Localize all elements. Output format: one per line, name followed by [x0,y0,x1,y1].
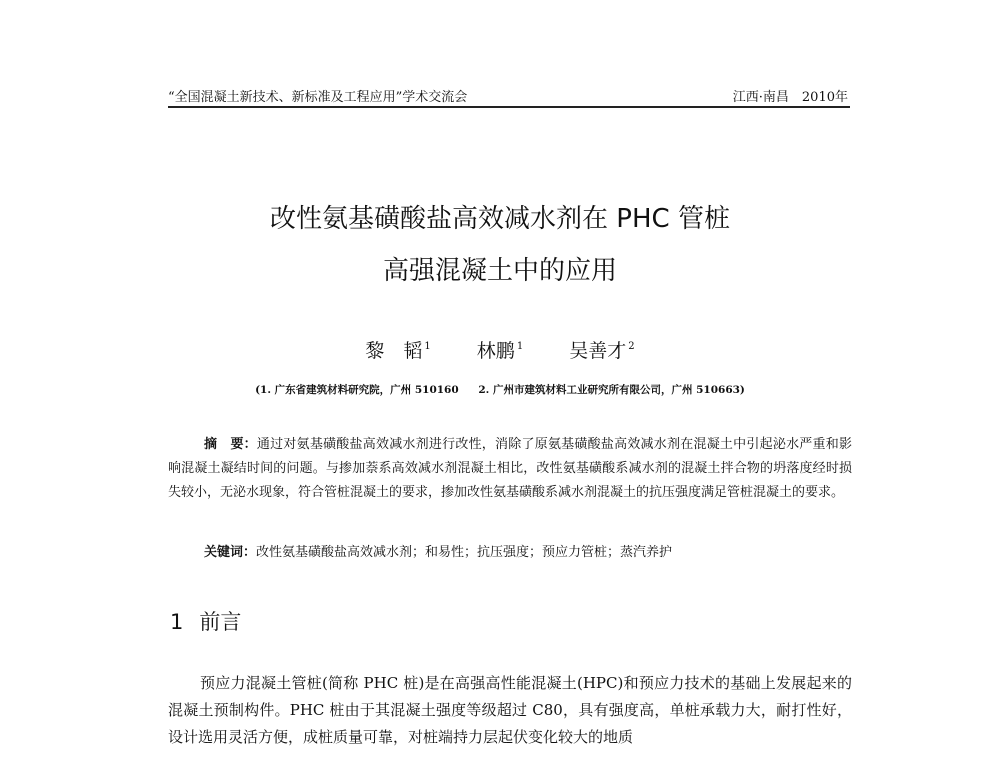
author-name: 林鹏 [476,340,515,362]
author-affiliation-mark: 1 [424,341,431,352]
affiliation-2: 2. 广州市建筑材料工业研究所有限公司，广州 510663) [478,384,745,396]
affiliations [0,382,1000,397]
introduction-paragraph: 预应力混凝土管桩(简称 PHC 桩)是在高强高性能混凝土(HPC)和预应力技术的基础上发展起来的混凝土预制构件。PHC 桩由于其混凝土强度等级超过 C80，具有强度高，单桩承载力大，耐打性好，设计选用灵活方便，成桩质量可靠，对桩端持力层起伏变化较大的地质 [168,674,852,746]
author-affiliation-mark: 1 [516,341,524,352]
author-1 [365,340,430,362]
keywords-label: 关键词： [204,545,257,560]
section-number: 1 [170,610,184,634]
author-3 [569,340,634,362]
author-affiliation-mark: 2 [628,341,635,352]
author-list [0,336,1000,363]
abstract [168,433,852,505]
affiliation-1: (1. 广东省建筑材料研究院，广州 510160 [255,384,459,396]
conference-name: “全国混凝土新技术、新标准及工程应用”学术交流会 [168,90,468,105]
keywords [204,541,672,560]
location-year: 江西·南昌 2010年 [732,90,848,105]
running-header [168,84,850,108]
section-heading-introduction [170,606,241,636]
author-name: 黎 韬 [365,340,423,362]
paper-title-line-2: 高强混凝土中的应用 [382,256,617,286]
author-name: 吴善才 [569,340,627,362]
author-2 [477,340,523,362]
abstract-text: 通过对氨基磺酸盐高效减水剂进行改性，消除了原氨基磺酸盐高效减水剂在混凝土中引起泌水严重和影响混凝土凝结时间的问题。与掺加萘系高效减水剂混凝土相比，改性氨基磺酸系减水剂的混凝土拌合物的坍落度经时损失较小，无泌水现象，符合管桩混凝土的要求，掺加改性氨基磺酸系减水剂混凝土的抗压强度满足管桩混凝土的要求。 [168,437,852,500]
paper-title-line-1: 改性氨基磺酸盐高效减水剂在 PHC 管桩 [270,204,730,234]
section-title: 前言 [199,610,242,634]
abstract-label: 摘 要： [204,437,257,452]
keywords-text: 改性氨基磺酸盐高效减水剂；和易性；抗压强度；预应力管桩；蒸汽养护 [256,545,673,560]
